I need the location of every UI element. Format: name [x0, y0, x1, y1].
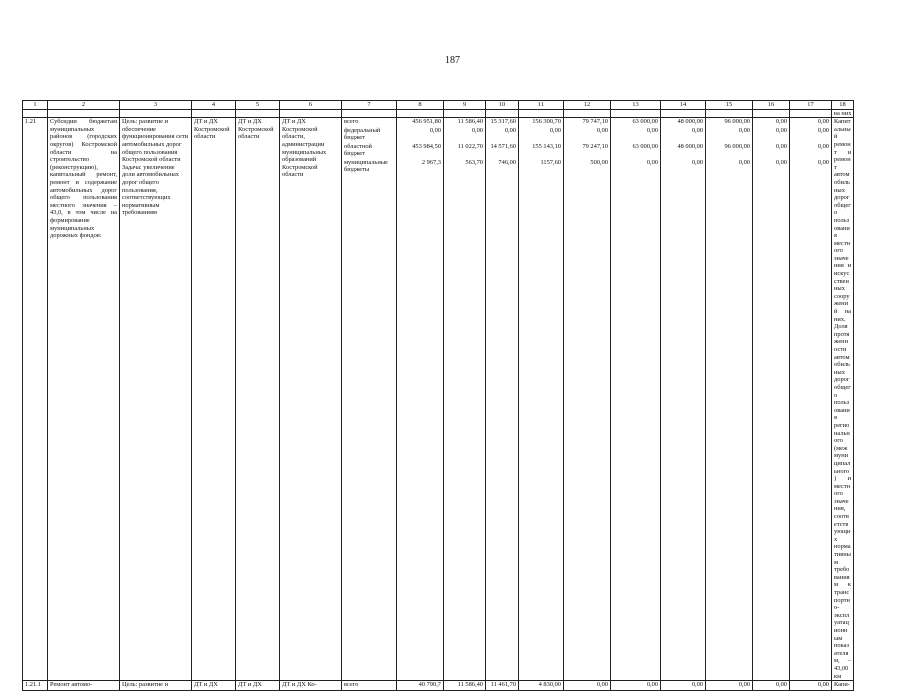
source-municipal: муниципальные бюджеты: [344, 158, 388, 174]
value-cell: 0,00: [753, 681, 790, 691]
value-cell: 0,00: [564, 681, 611, 691]
state-customer: ДТ и ДХ Костромской области: [236, 118, 280, 681]
value-cell: 0,00: [790, 681, 832, 691]
value-cell: 40 790,7: [397, 681, 444, 691]
column-number: 3: [120, 101, 192, 110]
value-cell: 11 461,70: [486, 681, 519, 691]
value-cell: 0,00: [646, 126, 658, 134]
value-cell: 96 000,00: [724, 142, 750, 150]
value-cell: 0,00: [471, 126, 483, 134]
value-cell: 63 000,00: [632, 118, 658, 126]
table-row-1-21-1: [23, 681, 854, 691]
value-cell: 0,00: [611, 681, 661, 691]
column-number: 14: [661, 101, 706, 110]
result-indicator: Капитальный ремонт и ремонт автомобильных дорог общего пользования местного значения и искусственных сооружений на них. Доля протяженности автомобильных дорог общего пользования регионального (межмуниципального) и местного значения, соответствующих нормативным требованиям к транспортно-эксплуатационным показателям, – 43,00 км: [832, 118, 854, 681]
column-number: 10: [486, 101, 519, 110]
responsible-executor: ДТ и ДХ: [192, 681, 236, 691]
funding-sources: [342, 118, 397, 681]
value-cell: 0,00: [429, 126, 441, 134]
column-number: 12: [564, 101, 611, 110]
value-cell: 15 317,60: [490, 118, 516, 126]
value-cell: 0,00: [775, 142, 787, 150]
value-cell: 0,00: [817, 118, 829, 126]
column-number: 1: [23, 101, 48, 110]
column-number: 16: [753, 101, 790, 110]
value-cell: 155 143,10: [532, 142, 561, 150]
source-federal: федеральный бюджет: [344, 126, 381, 142]
funding-col-16: [753, 118, 790, 681]
goal-and-task: Цель: развитие и: [120, 681, 192, 691]
value-cell: 79 747,10: [582, 118, 608, 126]
value-cell: 0,00: [691, 126, 703, 134]
column-number: 18: [832, 101, 854, 110]
funding-col-14: [661, 118, 706, 681]
funding-col-8: [397, 118, 444, 681]
value-cell: 156 300,70: [532, 118, 561, 126]
value-cell: 0,00: [775, 126, 787, 134]
value-cell: 48 000,00: [677, 118, 703, 126]
column-number: 7: [342, 101, 397, 110]
column-number: 15: [706, 101, 753, 110]
source-regional: областной бюджет: [344, 142, 372, 158]
value-cell: 0,00: [775, 158, 787, 166]
value-cell: 2 967,3: [421, 158, 441, 166]
value-cell: 453 984,50: [412, 142, 441, 150]
goal-and-task: Цель: развитие и обеспечение функционирования сети автомобильных дорог общего пользования Костромской области Задача: увеличение доли автомобильных дорог общего пользования, соответствующих нормативным требованиям: [120, 118, 192, 681]
value-cell: 63 000,00: [632, 142, 658, 150]
value-cell: 11 022,70: [457, 142, 483, 150]
event-name: Ремонт автомо-: [48, 681, 120, 691]
value-cell: 0,00: [738, 158, 750, 166]
value-cell: 14 571,60: [490, 142, 516, 150]
funding-col-17: [790, 118, 832, 681]
value-cell: 0,00: [596, 126, 608, 134]
value-cell: 11 586,40: [457, 118, 483, 126]
funding-col-10: [486, 118, 519, 681]
value-cell: 0,00: [661, 681, 706, 691]
funding-col-13: [611, 118, 661, 681]
state-customer: ДТ и ДХ: [236, 681, 280, 691]
responsible-executor: ДТ и ДХ Костромской области: [192, 118, 236, 681]
value-cell: 96 000,00: [724, 118, 750, 126]
column-number: 2: [48, 101, 120, 110]
value-cell: 79 247,10: [582, 142, 608, 150]
value-cell: 0,00: [504, 126, 516, 134]
value-cell: 0,00: [817, 158, 829, 166]
page-number: 187: [445, 55, 460, 66]
column-number-row: [23, 101, 854, 110]
result-indicator: Капи-: [832, 681, 854, 691]
value-cell: 1157,60: [540, 158, 561, 166]
funding-col-11: [519, 118, 564, 681]
row-number: 1.21.1: [23, 681, 48, 691]
value-cell: 0,00: [775, 118, 787, 126]
value-cell: 0,00: [691, 158, 703, 166]
value-cell: 0,00: [706, 681, 753, 691]
header-subtitle-row: [23, 109, 854, 118]
funding-col-15: [706, 118, 753, 681]
budget-table: [22, 100, 854, 691]
value-cell: 456 951,80: [412, 118, 441, 126]
value-cell: 4 830,00: [519, 681, 564, 691]
row-number: 1.21: [23, 118, 48, 681]
value-cell: 0,00: [549, 126, 561, 134]
funding-col-12: [564, 118, 611, 681]
value-cell: 48 000,00: [677, 142, 703, 150]
funding-source: всего: [342, 681, 397, 691]
column-number: 17: [790, 101, 832, 110]
value-cell: 500,00: [590, 158, 608, 166]
source-total: всего: [344, 118, 359, 126]
column-number: 9: [444, 101, 486, 110]
value-cell: 0,00: [646, 158, 658, 166]
value-cell: 746,00: [498, 158, 516, 166]
column-number: 4: [192, 101, 236, 110]
table-row-1-21: [23, 118, 854, 681]
participants: ДТ и ДХ Костромской области, администрации муниципальных образований Костромской области: [280, 118, 342, 681]
column-number: 6: [280, 101, 342, 110]
funding-col-9: [444, 118, 486, 681]
column-number: 5: [236, 101, 280, 110]
value-cell: 0,00: [817, 142, 829, 150]
value-cell: 563,70: [465, 158, 483, 166]
column-number: 11: [519, 101, 564, 110]
value-cell: 0,00: [817, 126, 829, 134]
value-cell: 0,00: [738, 126, 750, 134]
column-18-subtitle: на них: [832, 109, 854, 118]
participants: ДТ и ДХ Ко-: [280, 681, 342, 691]
column-number: 8: [397, 101, 444, 110]
column-number: 13: [611, 101, 661, 110]
value-cell: 11 586,40: [444, 681, 486, 691]
event-name: Субсидии бюджетам муниципальных районов (городских округов) Костромской области на строительство (реконструкцию), капитальный ремонт, ремонт и содержание автомобильных дорог общего пользования местного значения – 43,0, в том числе на формирование муниципальных дорожных фондов:: [48, 118, 120, 681]
